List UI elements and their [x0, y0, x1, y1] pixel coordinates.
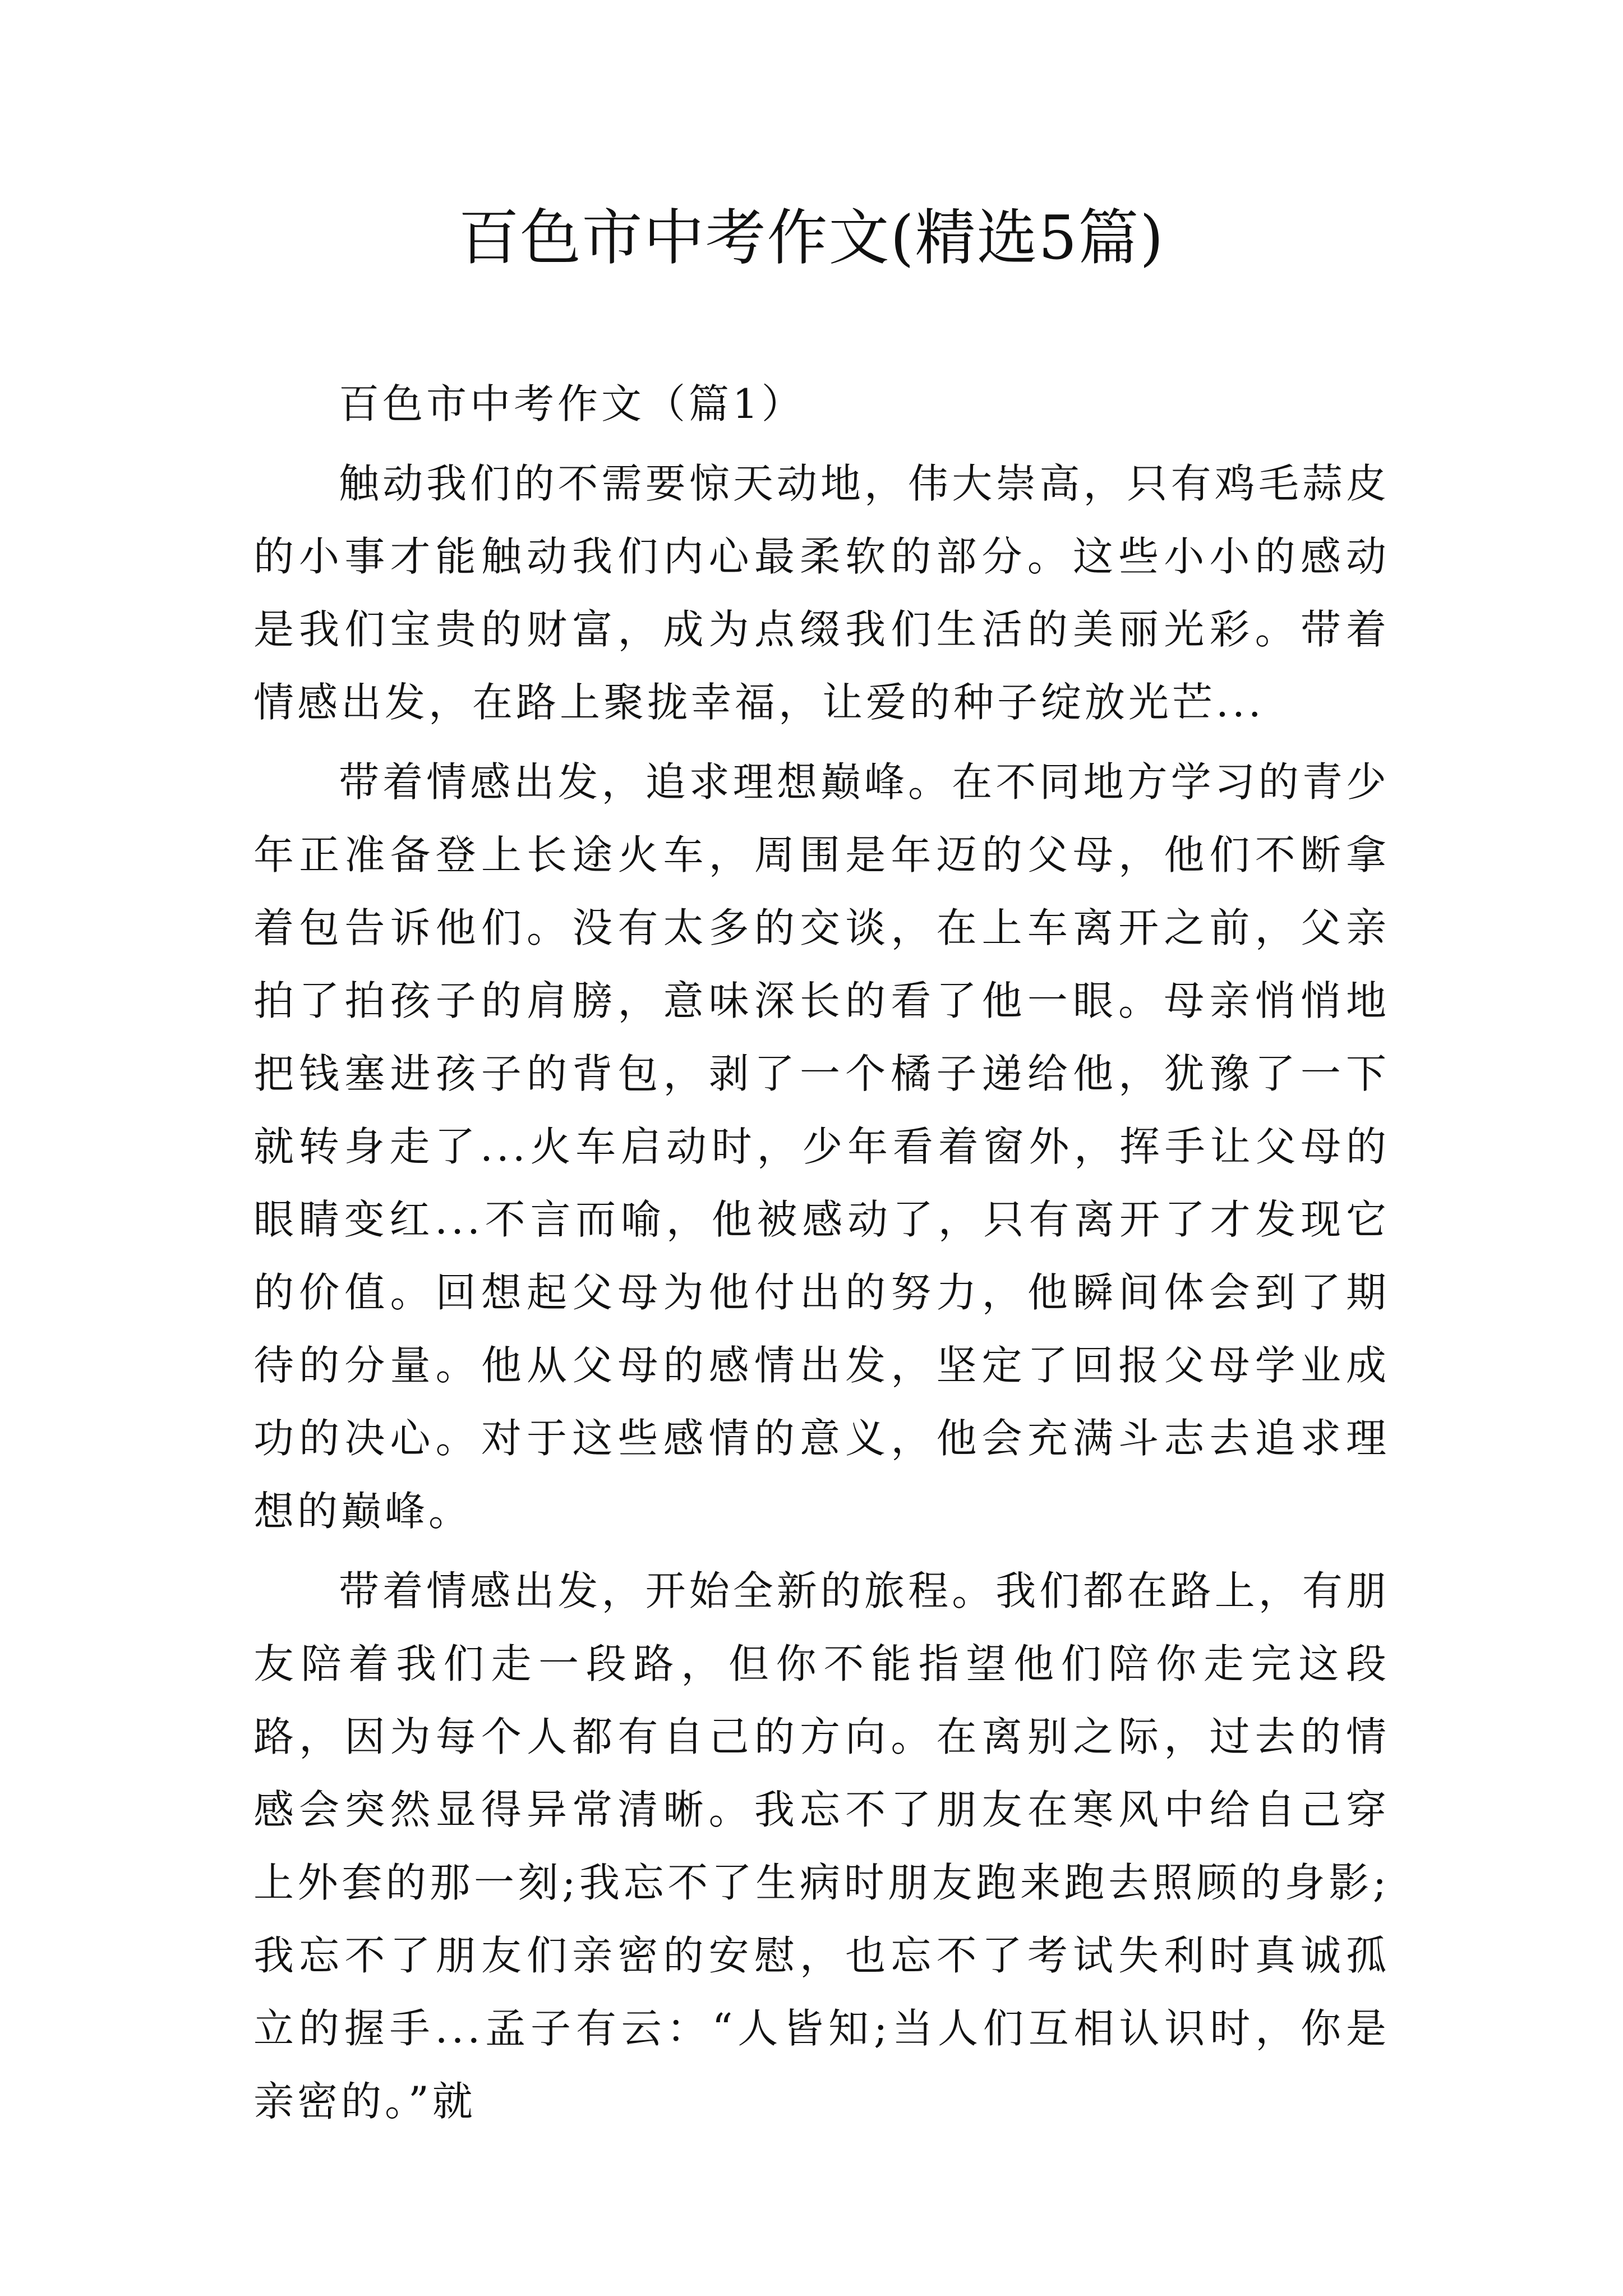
paragraph-1: 触动我们的不需要惊天动地，伟大崇高，只有鸡毛蒜皮的小事才能触动我们内心最柔软的部分。这些小小的感动是我们宝贵的财富，成为点缀我们生活的美丽光彩。带着情感出发，在路上聚拢幸福，让爱的种子绽放光芒... — [253, 460, 1390, 726]
section-heading: 百色市中考作文（篇1） — [339, 380, 805, 427]
document-body — [253, 367, 1390, 2138]
paragraph-3: 带着情感出发，开始全新的旅程。我们都在路上，有朋友陪着我们走一段路，但你不能指望他们陪你走完这段路，因为每个人都有自己的方向。在离别之际，过去的情感会突然显得异常清晰。我忘不了朋友在寒风中给自己穿上外套的那一刻;我忘不了生病时朋友跑来跑去照顾的身影;我忘不了朋友们亲密的安慰，也忘不了考试失利时真诚孤立的握手...孟子有云：“人皆知;当人们互相认识时，你是亲密的。”就 — [253, 1567, 1390, 2125]
document-title: 百色市中考作文(精选5篇) — [458, 203, 1165, 273]
paragraph-2: 带着情感出发，追求理想巅峰。在不同地方学习的青少年正准备登上长途火车，周围是年迈的父母，他们不断拿着包告诉他们。没有太多的交谈，在上车离开之前，父亲拍了拍孩子的肩膀，意味深长的看了他一眼。母亲悄悄地把钱塞进孩子的背包，剥了一个橘子递给他，犹豫了一下就转身走了...火车启动时，少年看着窗外，挥手让父母的眼睛变红...不言而喻，他被感动了，只有离开了才发现它的价值。回想起父母为他付出的努力，他瞬间体会到了期待的分量。他从父母的感情出发，坚定了回报父母学业成功的决心。对于这些感情的意义，他会充满斗志去追求理想的巅峰。 — [253, 758, 1390, 1535]
